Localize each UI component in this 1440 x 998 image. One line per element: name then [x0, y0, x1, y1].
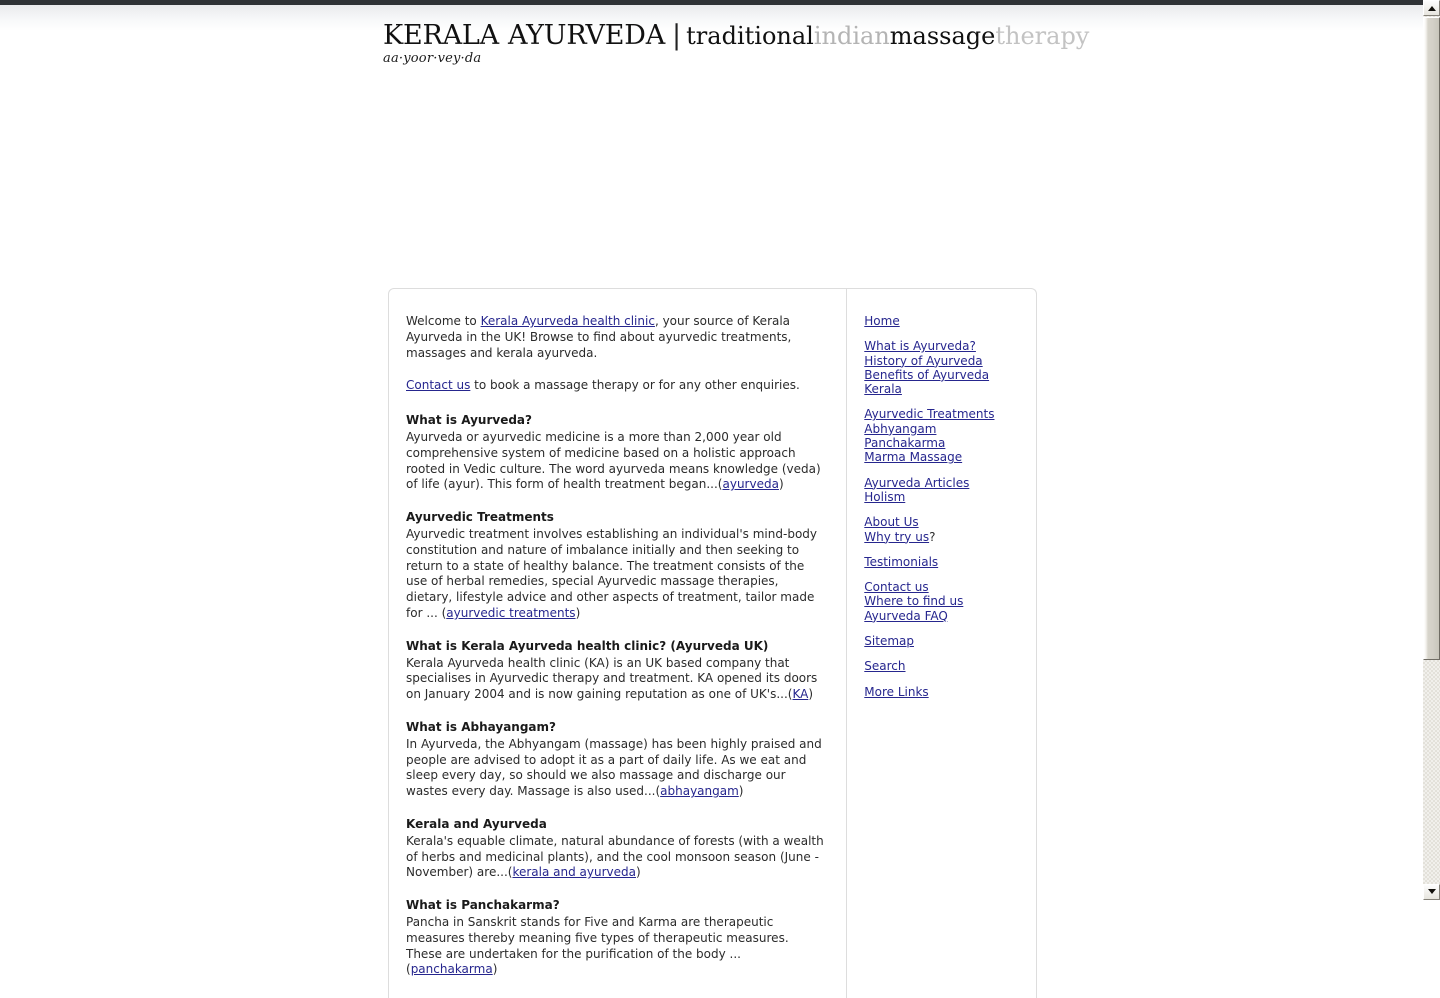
- sidebar-item-about-us[interactable]: About Us: [864, 515, 919, 530]
- contact-paragraph: [406, 378, 824, 394]
- site-header: [383, 19, 1090, 79]
- sidebar-item-marma-massage[interactable]: Marma Massage: [864, 450, 963, 465]
- tagline-therapy: therapy: [995, 22, 1090, 50]
- section-body-tail: ): [808, 687, 814, 702]
- nav-groups: [864, 314, 1026, 699]
- sidebar-item-testimonials[interactable]: Testimonials: [864, 554, 939, 569]
- section-body-tail: ): [738, 784, 744, 799]
- section-body-text: Kerala Ayurveda health clinic (KA) is an UK based company that specialises in Ayurvedic therapy and treatment. KA opened its doors on January 2004 and is now gaining reputation as one of UK's...(: [406, 655, 818, 702]
- sidebar-item-benefits-of-ayurveda[interactable]: Benefits of Ayurveda: [864, 367, 990, 382]
- article-section: [406, 898, 824, 978]
- nav-group: [864, 659, 1026, 673]
- tagline-traditional: traditional: [686, 22, 814, 50]
- article-section: [406, 510, 824, 622]
- link-contact-us[interactable]: Contact us: [406, 378, 471, 393]
- contact-text-after: to book a massage therapy or for any other enquiries.: [470, 378, 800, 393]
- nav-group: [864, 685, 1026, 699]
- nav-row-why-try-us: [864, 530, 1026, 544]
- page-canvas: [0, 5, 1423, 977]
- article-section: [406, 413, 824, 493]
- scroll-up-button[interactable]: [1423, 0, 1440, 16]
- nav-group: [864, 339, 1026, 396]
- sidebar-item-holism[interactable]: Holism: [864, 489, 906, 504]
- intro-text-before: Welcome to: [406, 314, 481, 328]
- section-body: [406, 527, 824, 622]
- section-body-text: Ayurvedic treatment involves establishing an individual's mind-body constitution and nature of imbalance initially and then seeking to return to a state of healthy balance. The treatment consists of the use of herbal remedies, special Ayurvedic massage therapies, dietary, lifestyle advice and other aspects of treatment, tailor made for ... (: [406, 526, 817, 620]
- section-body: [406, 430, 824, 493]
- sidebar-item-ayurveda-faq[interactable]: Ayurveda FAQ: [864, 608, 948, 623]
- tagline-indian: indian: [813, 22, 890, 50]
- section-heading: What is Kerala Ayurveda health clinic? (Ayurveda UK): [406, 638, 769, 653]
- scroll-down-button[interactable]: [1423, 884, 1440, 900]
- logo-divider: |: [672, 20, 682, 51]
- sidebar-item-sitemap[interactable]: Sitemap: [864, 634, 914, 649]
- section-body-text: Kerala's equable climate, natural abundance of forests (with a wealth of herbs and medicinal plants), and the cool monsoon season (June - November) are...(: [406, 833, 824, 880]
- section-more-link[interactable]: abhayangam: [660, 784, 739, 799]
- nav-group: [864, 555, 1026, 569]
- sidebar-item-home[interactable]: Home: [864, 314, 900, 328]
- sidebar-item-ayurveda-articles[interactable]: Ayurveda Articles: [864, 475, 970, 490]
- logo-pronunciation: aa·yoor·vey·da: [383, 51, 482, 66]
- intro-text-after: , your source of Kerala Ayurveda in the UK! Browse to find about ayurvedic treatments, massages and kerala ayurveda.: [406, 314, 792, 360]
- section-more-link[interactable]: KA: [792, 687, 809, 702]
- nav-group: [864, 580, 1026, 623]
- section-more-link[interactable]: ayurveda: [722, 477, 779, 492]
- nav-group: [864, 314, 1026, 328]
- chevron-down-icon: [1428, 889, 1436, 894]
- article-section: [406, 817, 824, 881]
- section-more-link[interactable]: kerala and ayurveda: [512, 865, 636, 880]
- sidebar-item-contact-us[interactable]: Contact us: [864, 580, 929, 595]
- site-logo[interactable]: [383, 19, 1090, 53]
- sidebar-item-ayurvedic-treatments[interactable]: Ayurvedic Treatments: [864, 407, 995, 422]
- section-body-tail: ): [575, 605, 581, 620]
- sidebar-item-abhyangam[interactable]: Abhyangam: [864, 421, 937, 436]
- section-more-link[interactable]: ayurvedic treatments: [446, 605, 576, 620]
- section-body-tail: ): [492, 962, 498, 977]
- nav-group: [864, 515, 1026, 544]
- logo-brand-kerala: KERALA: [383, 20, 499, 51]
- nav-group: [864, 407, 1026, 464]
- sidebar-item-more-links[interactable]: More Links: [864, 684, 929, 699]
- main-content-column: [389, 289, 846, 998]
- sidebar-item-what-is-ayurveda[interactable]: What is Ayurveda?: [864, 339, 976, 354]
- section-body-text: Pancha in Sanskrit stands for Five and Karma are therapeutic measures thereby meaning five types of therapeutic measures. These are undertaken for the purification of the body ... (: [406, 914, 789, 977]
- section-heading: What is Panchakarma?: [406, 898, 560, 913]
- sidebar-item-search[interactable]: Search: [864, 659, 906, 674]
- vertical-scrollbar[interactable]: [1423, 0, 1440, 900]
- nav-group: [864, 634, 1026, 648]
- logo-brand-ayurveda: AYURVEDA: [507, 20, 666, 51]
- section-body: [406, 915, 824, 978]
- sidebar-item-history-of-ayurveda[interactable]: History of Ayurveda: [864, 353, 983, 368]
- banner-placeholder: [388, 87, 1037, 282]
- section-heading: What is Abhayangam?: [406, 719, 556, 734]
- section-body: [406, 834, 824, 881]
- link-kerala-ayurveda-health-clinic[interactable]: Kerala Ayurveda health clinic: [480, 314, 655, 328]
- section-heading: What is Ayurveda?: [406, 413, 532, 428]
- section-body: [406, 737, 824, 800]
- sidebar-navigation: [846, 289, 1036, 998]
- intro-paragraph: [406, 314, 824, 361]
- sidebar-item-where-to-find-us[interactable]: Where to find us: [864, 594, 964, 609]
- sidebar-item-why-try-us[interactable]: Why try us: [864, 529, 930, 544]
- content-card: [388, 288, 1037, 998]
- section-body-text: Ayurveda or ayurvedic medicine is a more than 2,000 year old comprehensive system of medicine based on a holistic approach rooted in Vedic culture. The word ayurveda means knowledge (veda) of life (ayur). This form of health treatment began...(: [406, 429, 821, 492]
- scrollbar-thumb[interactable]: [1423, 17, 1440, 660]
- chevron-up-icon: [1428, 6, 1436, 11]
- section-body-tail: ): [778, 477, 784, 492]
- section-more-link[interactable]: panchakarma: [410, 962, 493, 977]
- section-body-tail: ): [636, 865, 641, 880]
- section-heading: Kerala and Ayurveda: [406, 816, 547, 831]
- article-section: [406, 720, 824, 800]
- article-section: [406, 639, 824, 703]
- section-heading: Ayurvedic Treatments: [406, 510, 554, 525]
- section-body-text: In Ayurveda, the Abhyangam (massage) has been highly praised and people are advised to adopt it as a part of daily life. As we eat and sleep every day, so should we also massage and discharge our wastes every day. Massage is also used...(: [406, 736, 822, 799]
- tagline-massage: massage: [889, 22, 996, 50]
- why-try-us-suffix: ?: [929, 529, 936, 544]
- nav-group: [864, 476, 1026, 505]
- sidebar-item-panchakarma[interactable]: Panchakarma: [864, 436, 946, 451]
- sidebar-item-kerala[interactable]: Kerala: [864, 382, 902, 397]
- section-body: [406, 656, 824, 703]
- article-sections: [406, 413, 824, 978]
